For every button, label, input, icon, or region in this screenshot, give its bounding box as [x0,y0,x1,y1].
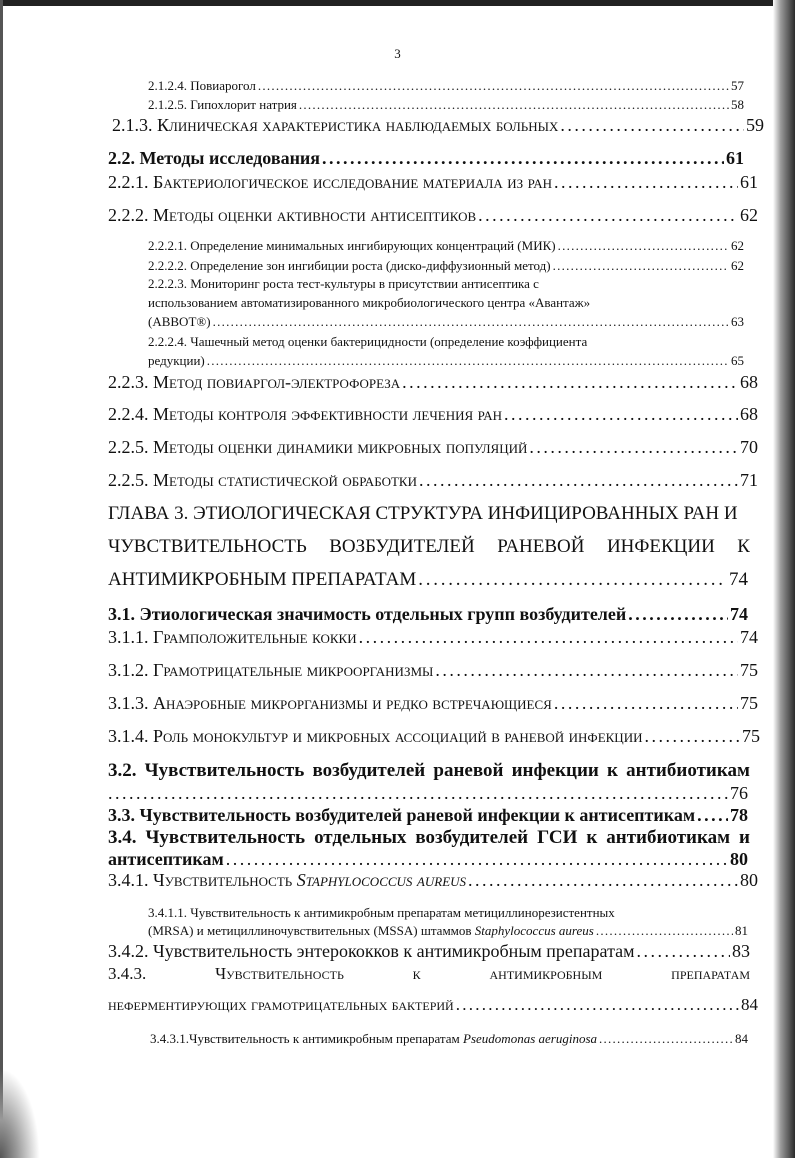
toc-entry[interactable] [108,870,758,891]
toc-leader [554,172,738,193]
toc-entry[interactable] [108,660,758,681]
toc-page: 84 [735,1031,748,1046]
toc-title [150,1031,597,1047]
toc-title: 2.2. Методы исследования [108,148,321,168]
page-number: 3 [394,46,401,61]
toc-page: 68 [740,404,758,424]
toc-title: 2.2.3. Метод повиаргол-электрофореза [108,372,401,392]
toc-leader [554,693,738,714]
word: к [586,827,598,848]
toc-entry[interactable] [108,627,758,648]
word: антибиотикам [606,827,731,848]
toc-leader [322,148,724,169]
toc-entry[interactable] [108,995,758,1015]
toc-title: 2.1.2.4. Повиарогол [148,78,256,93]
toc-page: 59 [746,115,764,135]
toc-title: антисептикам [108,849,224,869]
toc-leader [637,941,730,962]
word: К [737,536,750,557]
toc-title: 3.1.2. Грамотрицательные микроорганизмы [108,660,434,680]
toc-page: 57 [731,78,744,93]
toc-page: 74 [740,627,758,647]
toc-leader [560,115,744,136]
toc-page: 62 [740,205,758,225]
toc-page: 80 [730,849,748,869]
toc-title [108,870,466,891]
toc-entry[interactable] [108,941,750,962]
word: возбудителей [312,760,426,781]
toc-entry-line: 2.2.2.3. Мониторинг роста тест-культуры в присутствии антисептика с [148,276,539,291]
toc-entry-line [108,964,750,984]
toc-entry[interactable] [148,353,744,369]
toc-leader [359,627,738,648]
toc-page: 62 [731,258,744,273]
word: отдельных [314,827,407,848]
toc-title: 2.2.1. Бактериологическое исследование материала из ран [108,172,553,192]
toc-leader [108,783,728,804]
word: 3.4.3. [108,964,147,983]
toc-title: (ABBOT®) [148,314,211,329]
toc-entry-line: 3.4.1.1. Чувствительность к антимикробным препаратам метициллинорезистентных [148,905,615,920]
toc-leader [418,569,727,591]
toc-entry[interactable] [148,97,744,113]
toc-page: 65 [731,353,744,368]
toc-entry[interactable] [108,437,758,458]
word: препаратам [671,964,750,983]
toc-leader [697,805,728,826]
scan-border-right [773,0,795,1158]
word: Чувствительность [145,827,306,848]
toc-leader [419,470,738,491]
toc-leader [226,849,728,870]
toc-leader [213,314,729,330]
toc-entry[interactable] [108,849,748,870]
toc-leader [402,372,738,393]
word: Чувствительность [215,964,344,983]
toc-page: 58 [731,97,744,112]
toc-entry[interactable] [108,693,758,714]
toc-entry-line [108,827,750,849]
toc-title: 3.1. Этиологическая значимость отдельных групп возбудителей [108,604,627,624]
toc-entry-line: 2.2.2.4. Чашечный метод оценки бактерицидности (определение коэффициента [148,334,588,349]
toc-entry[interactable] [108,783,748,804]
toc-page: 75 [742,726,760,746]
chapter-heading-line [108,536,750,558]
toc-entry[interactable] [112,115,764,136]
toc-page: 81 [735,923,748,938]
organism-name: Staphylococcus aureus [296,870,467,890]
toc-title-text: (MRSA) и метициллиночувствительных (MSSA) штаммов [148,923,472,938]
toc-title [148,923,594,939]
word: Чувствительность [144,760,305,781]
word: антибиотикам [626,760,750,781]
word: антимикробным [489,964,603,983]
chapter-heading-line: ГЛАВА 3. ЭТИОЛОГИЧЕСКАЯ СТРУКТУРА ИНФИЦИРОВАННЫХ РАН И [108,503,738,524]
toc-page: 75 [740,660,758,680]
toc-title: 2.2.5. Методы оценки динамики микробных популяций [108,437,528,457]
toc-entry[interactable] [148,238,744,254]
toc-title: редукции) [148,353,205,368]
toc-leader [258,78,729,94]
toc-page: 61 [726,148,744,168]
scan-artifact [0,1068,40,1158]
toc-entry[interactable] [148,314,744,330]
toc-entry-line: использованием автоматизированного микробиологического центра «Авантаж» [148,295,591,310]
word: и [739,827,750,848]
toc-title: неферментирующих грамотрицательных бактерий [108,995,454,1014]
toc-entry[interactable] [150,1031,748,1047]
word: ЧУВСТВИТЕЛЬНОСТЬ [108,536,307,557]
toc-leader [468,870,738,891]
toc-title: 2.2.4. Методы контроля эффективности лечения ран [108,404,503,424]
toc-page: 80 [740,870,758,890]
word: инфекции [511,760,599,781]
word: к [412,964,421,983]
toc-entry[interactable] [148,78,744,94]
toc-page: 78 [730,805,748,825]
toc-leader [596,923,733,939]
toc-leader [644,726,740,747]
toc-title: 3.1.1. Грамположительные кокки [108,627,357,647]
toc-page: 75 [740,693,758,713]
toc-title: 2.1.3. Клиническая характеристика наблюдаемых больных [112,115,559,135]
toc-entry[interactable] [108,726,760,747]
toc-leader [599,1031,733,1047]
word: ГСИ [537,827,578,848]
toc-page: 61 [740,172,758,192]
toc-page: 74 [729,569,748,590]
toc-leader [553,258,729,274]
toc-title-text: 3.4.1. Чувствительность [108,870,293,890]
toc-title: 2.2.2.2. Определение зон ингибиции роста (диско-диффузионный метод) [148,258,551,273]
toc-title-text: 3.4.3.1.Чувствительность к антимикробным препаратам [150,1031,460,1046]
toc-entry-line [108,760,750,782]
word: к [607,760,618,781]
toc-page: 63 [731,314,744,329]
toc-title: 2.1.2.5. Гипохлорит натрия [148,97,297,112]
toc-title: 2.2.2.1. Определение минимальных ингибирующих концентраций (МИК) [148,238,556,253]
toc-entry[interactable] [108,805,748,826]
toc-page: 84 [741,995,758,1014]
toc-page: 70 [740,437,758,457]
toc-entry[interactable] [108,470,758,491]
toc-leader [299,97,729,113]
toc-leader [558,238,729,254]
word: ИНФЕКЦИИ [606,536,715,557]
scan-border-left [0,0,3,1158]
toc-title: 3.4.2. Чувствительность энтерококков к антимикробным препаратам [108,941,635,961]
toc-leader [435,660,738,681]
organism-name: Pseudomonas aeruginosa [463,1031,597,1046]
toc-entry[interactable] [108,148,744,169]
word: ВОЗБУДИТЕЛЕЙ [329,536,475,557]
toc-page: 71 [740,470,758,490]
toc-title: АНТИМИКРОБНЫМ ПРЕПАРАТАМ [108,569,417,590]
organism-name: Staphylococcus aureus [474,923,594,938]
word: возбудителей [415,827,529,848]
toc-leader [529,437,738,458]
toc-page: 62 [731,238,744,253]
toc-entry[interactable] [148,258,744,274]
toc-leader [456,995,739,1015]
toc-page: 76 [730,783,748,803]
toc-title: 3.3. Чувствительность возбудителей раневой инфекции к антисептикам [108,805,696,825]
toc-entry[interactable] [108,569,748,591]
toc-entry[interactable] [108,604,748,625]
toc-title: 2.2.5. Методы статистической обработки [108,470,417,490]
toc-entry[interactable] [108,404,758,425]
toc-entry[interactable] [108,372,758,393]
scan-border-top [0,0,795,6]
word: 3.2. [108,760,137,781]
toc-page: 68 [740,372,758,392]
word: РАНЕВОЙ [497,536,585,557]
toc-title: 3.1.4. Роль монокультур и микробных ассоциаций в раневой инфекции [108,726,643,746]
toc-entry[interactable] [108,205,758,226]
toc-entry[interactable] [148,923,748,939]
word: раневой [433,760,504,781]
toc-leader [628,604,728,625]
toc-leader [207,353,729,369]
toc-leader [504,404,738,425]
toc-page: 83 [732,941,750,961]
toc-title: 2.2.2. Методы оценки активности антисептиков [108,205,477,225]
toc-title: 3.1.3. Анаэробные микрорганизмы и редко встречающиеся [108,693,552,713]
toc-entry[interactable] [108,172,758,193]
toc-leader [478,205,738,226]
word: 3.4. [108,827,137,848]
toc-page: 74 [730,604,748,624]
